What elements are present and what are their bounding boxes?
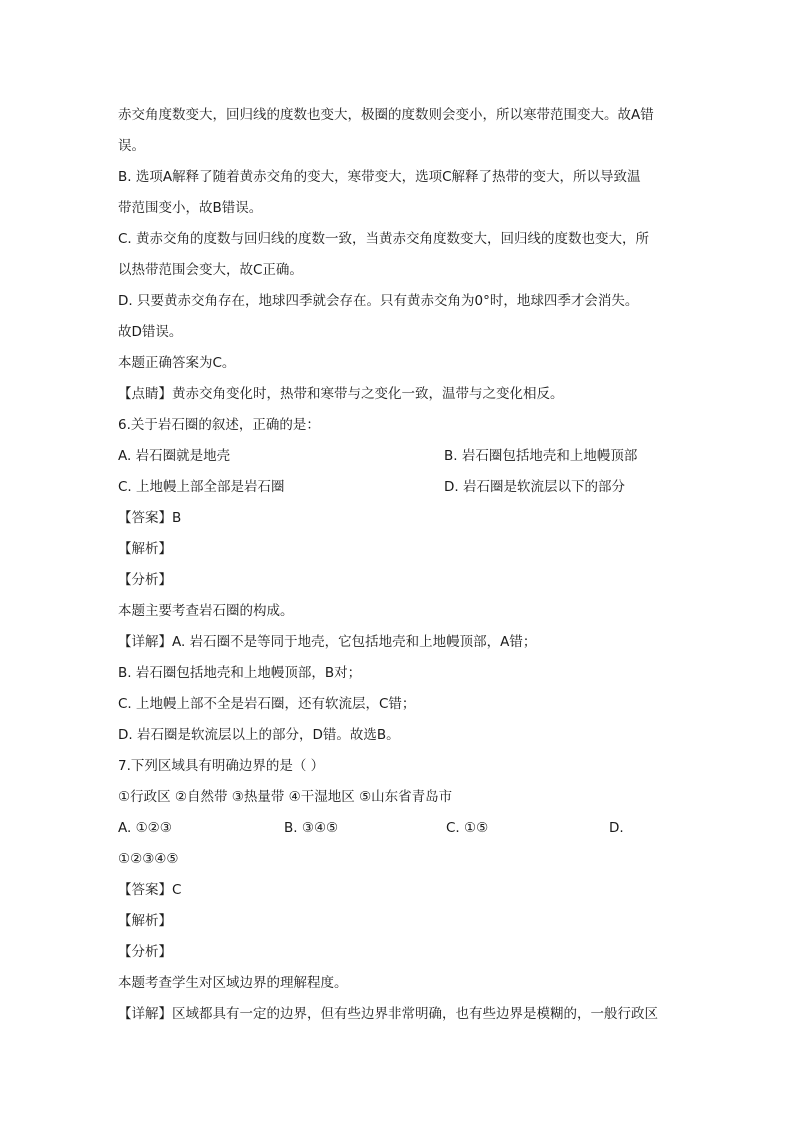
- analysis-label: 【解析】: [118, 541, 172, 557]
- text-line: 带范围变小，故B错误。: [118, 200, 263, 216]
- tip-line: 【点睛】黄赤交角变化时，热带和寒带与之变化一致，温带与之变化相反。: [118, 386, 564, 402]
- question-7-items: ①行政区 ②自然带 ③热量带 ④干湿地区 ⑤山东省青岛市: [118, 789, 453, 805]
- text-line: 以热带范围会变大，故C正确。: [118, 262, 303, 278]
- text-line: 本题主要考查岩石圈的构成。: [118, 603, 294, 619]
- breakdown-label: 【分析】: [118, 572, 172, 588]
- answer-label: 【答案】C: [118, 882, 182, 898]
- text-line: 本题考查学生对区域边界的理解程度。: [118, 975, 348, 991]
- detail-line: B. 岩石圈包括地壳和上地幔顶部，B对；: [118, 665, 362, 681]
- text-line: D. 只要黄赤交角存在，地球四季就会存在。只有黄赤交角为0°时，地球四季才会消失。: [118, 293, 639, 309]
- document-body: [118, 100, 678, 1030]
- text-line: 赤交角度数变大，回归线的度数也变大，极圈的度数则会变小，所以寒带范围变大。故A错: [118, 107, 654, 123]
- question-6-options-row-2: [118, 472, 678, 503]
- analysis-label: 【解析】: [118, 913, 172, 929]
- option-c: C. 上地幔上部全部是岩石圈: [118, 479, 285, 495]
- detail-line: 【详解】A. 岩石圈不是等同于地壳，它包括地壳和上地幔顶部，A错；: [118, 634, 537, 650]
- option-d: D. 岩石圈是软流层以下的部分: [444, 479, 625, 495]
- option-d-continued: ①②③④⑤: [118, 851, 179, 867]
- text-line: 故D错误。: [118, 324, 183, 340]
- text-line: 本题正确答案为C。: [118, 355, 236, 371]
- answer-label: 【答案】B: [118, 510, 182, 526]
- option-b: B. ③④⑤: [284, 820, 339, 836]
- option-b: B. 岩石圈包括地壳和上地幔顶部: [444, 448, 638, 464]
- option-a: A. 岩石圈就是地壳: [118, 448, 231, 464]
- breakdown-label: 【分析】: [118, 944, 172, 960]
- option-c: C. ①⑤: [446, 820, 489, 836]
- text-line: B. 选项A解释了随着黄赤交角的变大，寒带变大，选项C解释了热带的变大，所以导致温: [118, 169, 641, 185]
- question-7: 7.下列区域具有明确边界的是（ ）: [118, 758, 325, 774]
- text-line: C. 黄赤交角的度数与回归线的度数一致，当黄赤交角度数变大，回归线的度数也变大，所: [118, 231, 650, 247]
- text-line: 误。: [118, 138, 145, 154]
- detail-line: C. 上地幔上部不全是岩石圈，还有软流层，C错；: [118, 696, 416, 712]
- option-d: D.: [609, 820, 624, 836]
- detail-line: 【详解】区域都具有一定的边界，但有些边界非常明确，也有些边界是模糊的，一般行政区: [118, 1006, 658, 1022]
- question-6: 6.关于岩石圈的叙述，正确的是：: [118, 417, 320, 433]
- option-a: A. ①②③: [118, 820, 172, 836]
- detail-line: D. 岩石圈是软流层以上的部分，D错。故选B。: [118, 727, 400, 743]
- question-6-options-row-1: [118, 441, 678, 472]
- question-7-options-row: [118, 813, 678, 844]
